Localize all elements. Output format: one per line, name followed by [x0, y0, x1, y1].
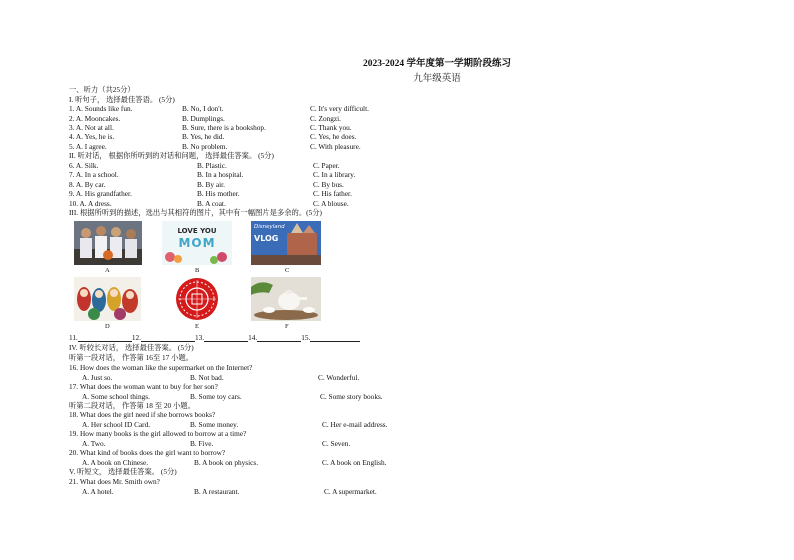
part2-heading: II. 听对话， 根据你所听到的对话和问题， 选择最佳答案。 (5分) [69, 151, 274, 160]
q19-question: 19. How many books is the girl allowed to borrow at a time? [69, 429, 247, 438]
picture-e-paper-cutting [168, 277, 226, 321]
q10-a: 10. A. A dress. [69, 199, 112, 208]
q10-b: B. A coat. [197, 199, 226, 208]
picture-d-nesting-dolls [74, 277, 141, 321]
picture-a-label: A [105, 267, 110, 274]
q18-question: 18. What does the girl need if she borrows books? [69, 410, 216, 419]
q9-c: C. His father. [313, 189, 352, 198]
q2-c: C. Zongzi. [310, 114, 342, 123]
q19-a: A. Two. [82, 439, 106, 448]
q4-c: C. Yes, he does. [310, 132, 357, 141]
q6-c: C. Paper. [313, 161, 340, 170]
q7-c: C. In a library. [313, 170, 356, 179]
picture-c-disneyland-vlog [251, 221, 321, 265]
q16-question: 16. How does the woman like the supermarket on the Internet? [69, 363, 253, 372]
q16-a: A. Just so. [82, 373, 113, 382]
q20-b: B. A book on physics. [194, 458, 259, 467]
picture-b-text-bottom: MOM [178, 236, 216, 250]
q2-b: B. Dumplings. [182, 114, 225, 123]
blank-11[interactable] [78, 334, 132, 342]
q17-a: A. Some school things. [82, 392, 150, 401]
q19-b: B. Five. [190, 439, 214, 448]
exam-subtitle: 九年级英语 [413, 74, 461, 84]
q9-b: B. His mother. [197, 189, 240, 198]
part4-heading: IV. 听较长对话， 选择最佳答案。 (5分) [69, 343, 194, 352]
q21-a: A. A hotel. [82, 487, 114, 496]
picture-f-tea-set [251, 277, 321, 321]
blank-15-label: 15. [301, 333, 311, 342]
picture-c-text-top: Disneyland [254, 224, 285, 230]
q18-c: C. Her e-mail address. [322, 420, 388, 429]
part3-heading: III. 根据所听到的描述，选出与其相符的图片，其中有一幅图片是多余的。(5分) [69, 208, 322, 217]
q20-a: A. A book on Chinese. [82, 458, 149, 467]
q18-b: B. Some money. [190, 420, 239, 429]
blank-11-label: 11. [69, 333, 78, 342]
q1-a: 1. A. Sounds like fun. [69, 104, 133, 113]
blank-15[interactable] [310, 334, 360, 342]
exam-title: 2023-2024 学年度第一学期阶段练习 [362, 59, 512, 69]
blank-13-label: 13. [194, 333, 205, 342]
q3-a: 3. A. Not at all. [69, 123, 114, 132]
q17-question: 17. What does the woman want to buy for her son? [69, 382, 218, 391]
q6-b: B. Plastic. [197, 161, 227, 170]
q18-a: A. Her school ID Card. [82, 420, 151, 429]
dialog1-instruction: 听第一段对话， 作答第 16至 17 小题。 [69, 353, 194, 362]
answer-blanks-row [69, 333, 360, 342]
dialog2-instruction: 听第二段对话， 作答第 18 至 20 小题。 [69, 401, 195, 410]
section-heading: 一、听力（共25分） [69, 85, 135, 94]
q21-question: 21. What does Mr. Smith own? [69, 477, 160, 486]
q21-c: C. A supermarket. [324, 487, 377, 496]
blank-12-label: 12. [131, 333, 141, 342]
q19-c: C. Seven. [322, 439, 351, 448]
q8-c: C. By bus. [313, 180, 344, 189]
q17-b: B. Some toy cars. [190, 392, 242, 401]
q16-c: C. Wonderful. [318, 373, 360, 382]
q21-b: B. A restaurant. [194, 487, 240, 496]
picture-a-basketball-players [74, 221, 142, 265]
q8-b: B. By air. [197, 180, 225, 189]
q6-a: 6. A. Silk. [69, 161, 99, 170]
q9-a: 9. A. His grandfather. [69, 189, 132, 198]
blank-13[interactable] [204, 334, 248, 342]
q4-b: B. Yes, he did. [182, 132, 225, 141]
blank-14[interactable] [257, 334, 301, 342]
picture-b-text-top: LOVE YOU [177, 227, 217, 235]
q3-b: B. Sure, there is a bookshop. [182, 123, 266, 132]
picture-c-text-bottom: VLOG [254, 234, 279, 243]
q5-c: C. With pleasure. [310, 142, 361, 151]
q16-b: B. Not bad. [190, 373, 224, 382]
q2-a: 2. A. Mooncakes. [69, 114, 121, 123]
q7-a: 7. A. In a school. [69, 170, 119, 179]
q3-c: C. Thank you. [310, 123, 352, 132]
q4-a: 4. A. Yes, he is. [69, 132, 115, 141]
picture-b-label: B [195, 267, 200, 274]
picture-c-label: C [285, 267, 290, 274]
blank-12[interactable] [141, 334, 195, 342]
q17-c: C. Some story books. [320, 392, 383, 401]
q7-b: B. In a hospital. [197, 170, 244, 179]
q20-question: 20. What kind of books does the girl want to borrow? [69, 448, 226, 457]
blank-14-label: 14. [248, 333, 258, 342]
q10-c: C. A blouse. [313, 199, 349, 208]
q1-b: B. No, I don't. [182, 104, 224, 113]
picture-d-label: D [105, 323, 110, 330]
q1-c: C. It's very difficult. [310, 104, 369, 113]
picture-b-love-you-mom [162, 221, 232, 265]
picture-e-label: E [195, 323, 199, 330]
part5-heading: V. 听短文， 选择最佳答案。 (5分) [69, 467, 177, 476]
q5-a: 5. A. I agree. [69, 142, 107, 151]
q8-a: 8. A. By car. [69, 180, 106, 189]
q5-b: B. No problem. [182, 142, 228, 151]
q20-c: C. A book on English. [322, 458, 387, 467]
part1-heading: I. 听句子， 选择最佳答语。 (5分) [69, 95, 175, 104]
picture-f-label: F [285, 323, 289, 330]
